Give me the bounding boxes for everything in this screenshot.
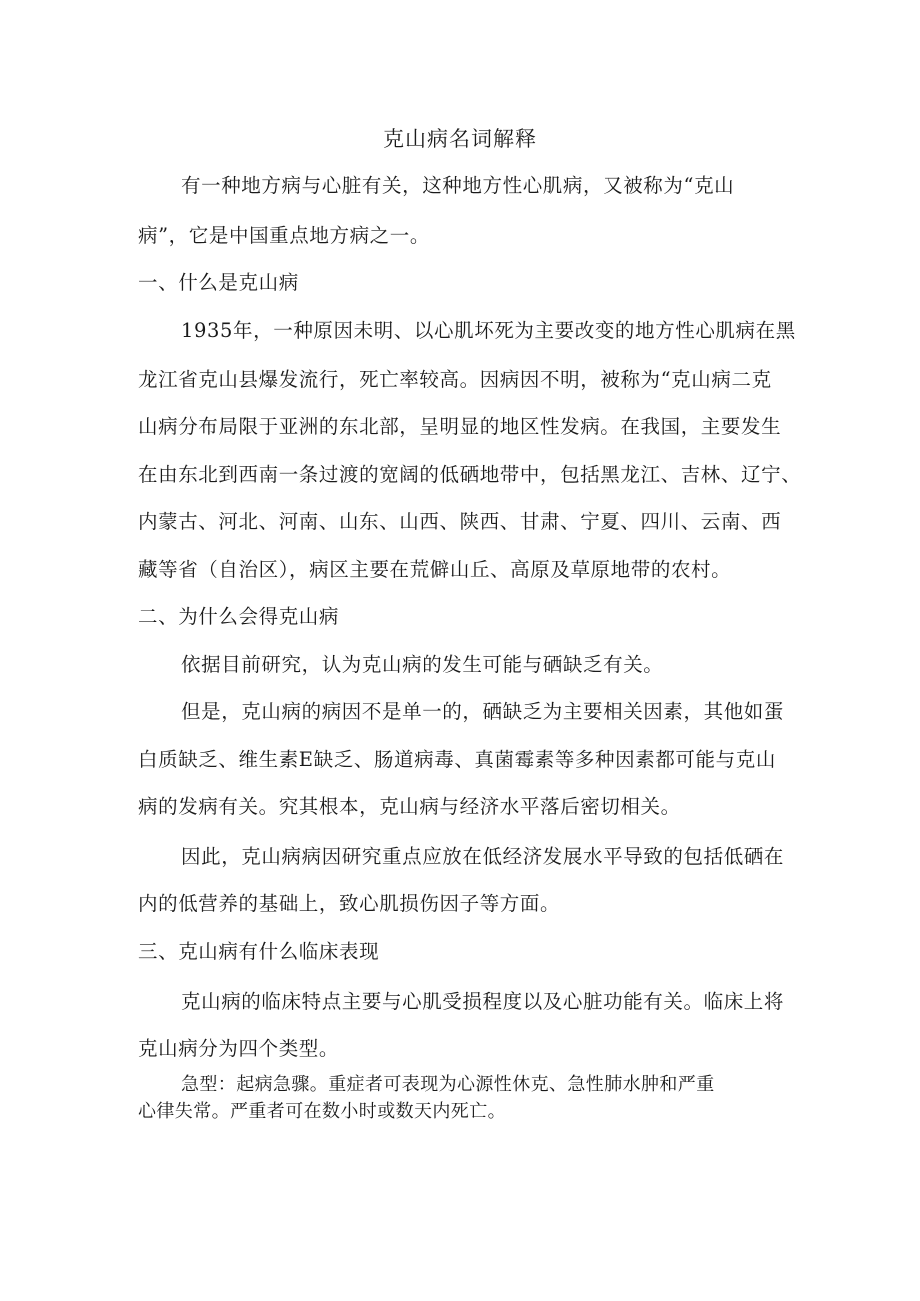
section3-para1-line-2: 克山病分为四个类型。 (138, 1037, 340, 1060)
intro-line-2: 病”，它是中国重点地方病之一。 (138, 224, 430, 247)
section1-line-4: 在由东北到西南一条过渡的宽阔的低硒地带中，包括黑龙江、吉林、辽宁、 (138, 463, 802, 486)
document-title: 克山病名词解释 (383, 127, 537, 151)
section3-para1-line-1: 克山病的临床特点主要与心肌受损程度以及心脏功能有关。临床上将 (181, 990, 785, 1013)
section1-line-5: 内蒙古、河北、河南、山东、山西、陕西、甘肃、宁夏、四川、云南、西 (138, 510, 782, 533)
intro-line-1: 有一种地方病与心脏有关，这种地方性心肌病，又被称为“克山 (181, 174, 735, 197)
section2-para2-line-1: 但是，克山病的病因不是单一的，硒缺乏为主要相关因素，其他如蛋 (181, 700, 785, 723)
section-heading-2: 二、为什么会得克山病 (138, 605, 340, 628)
section1-line-3: 山病分布局限于亚洲的东北部，呈明显的地区性发病。在我国，主要发生 (138, 415, 782, 438)
section2-para3-line-2: 内的低营养的基础上，致心肌损伤因子等方面。 (138, 892, 561, 915)
section1-line-1: 1935年，一种原因未明、以心肌坏死为主要改变的地方性心肌病在黑 (181, 319, 796, 342)
section3-para2-line-2: 心律失常。严重者可在数小时或数天内死亡。 (138, 1101, 506, 1122)
section2-para1-line-1: 依据目前研究，认为克山病的发生可能与硒缺乏有关。 (181, 653, 664, 676)
section1-line-2: 龙江省克山县爆发流行，死亡率较高。因病因不明，被称为“克山病二克 (138, 368, 772, 391)
section2-para2-line-2: 白质缺乏、维生素E缺乏、肠道病毒、真菌霉素等多种因素都可能与克山 (138, 748, 776, 771)
section1-line-6: 藏等省（自治区），病区主要在荒僻山丘、高原及草原地带的农村。 (138, 558, 732, 581)
section2-para2-line-3: 病的发病有关。究其根本，克山病与经济水平落后密切相关。 (138, 795, 681, 818)
section3-para2-line-1: 急型：起病急骤。重症者可表现为心源性休克、急性肺水肿和严重 (181, 1074, 715, 1095)
section-heading-3: 三、克山病有什么临床表现 (138, 940, 380, 963)
section-heading-1: 一、什么是克山病 (138, 271, 299, 294)
section2-para3-line-1: 因此，克山病病因研究重点应放在低经济发展水平导致的包括低硒在 (181, 845, 785, 868)
